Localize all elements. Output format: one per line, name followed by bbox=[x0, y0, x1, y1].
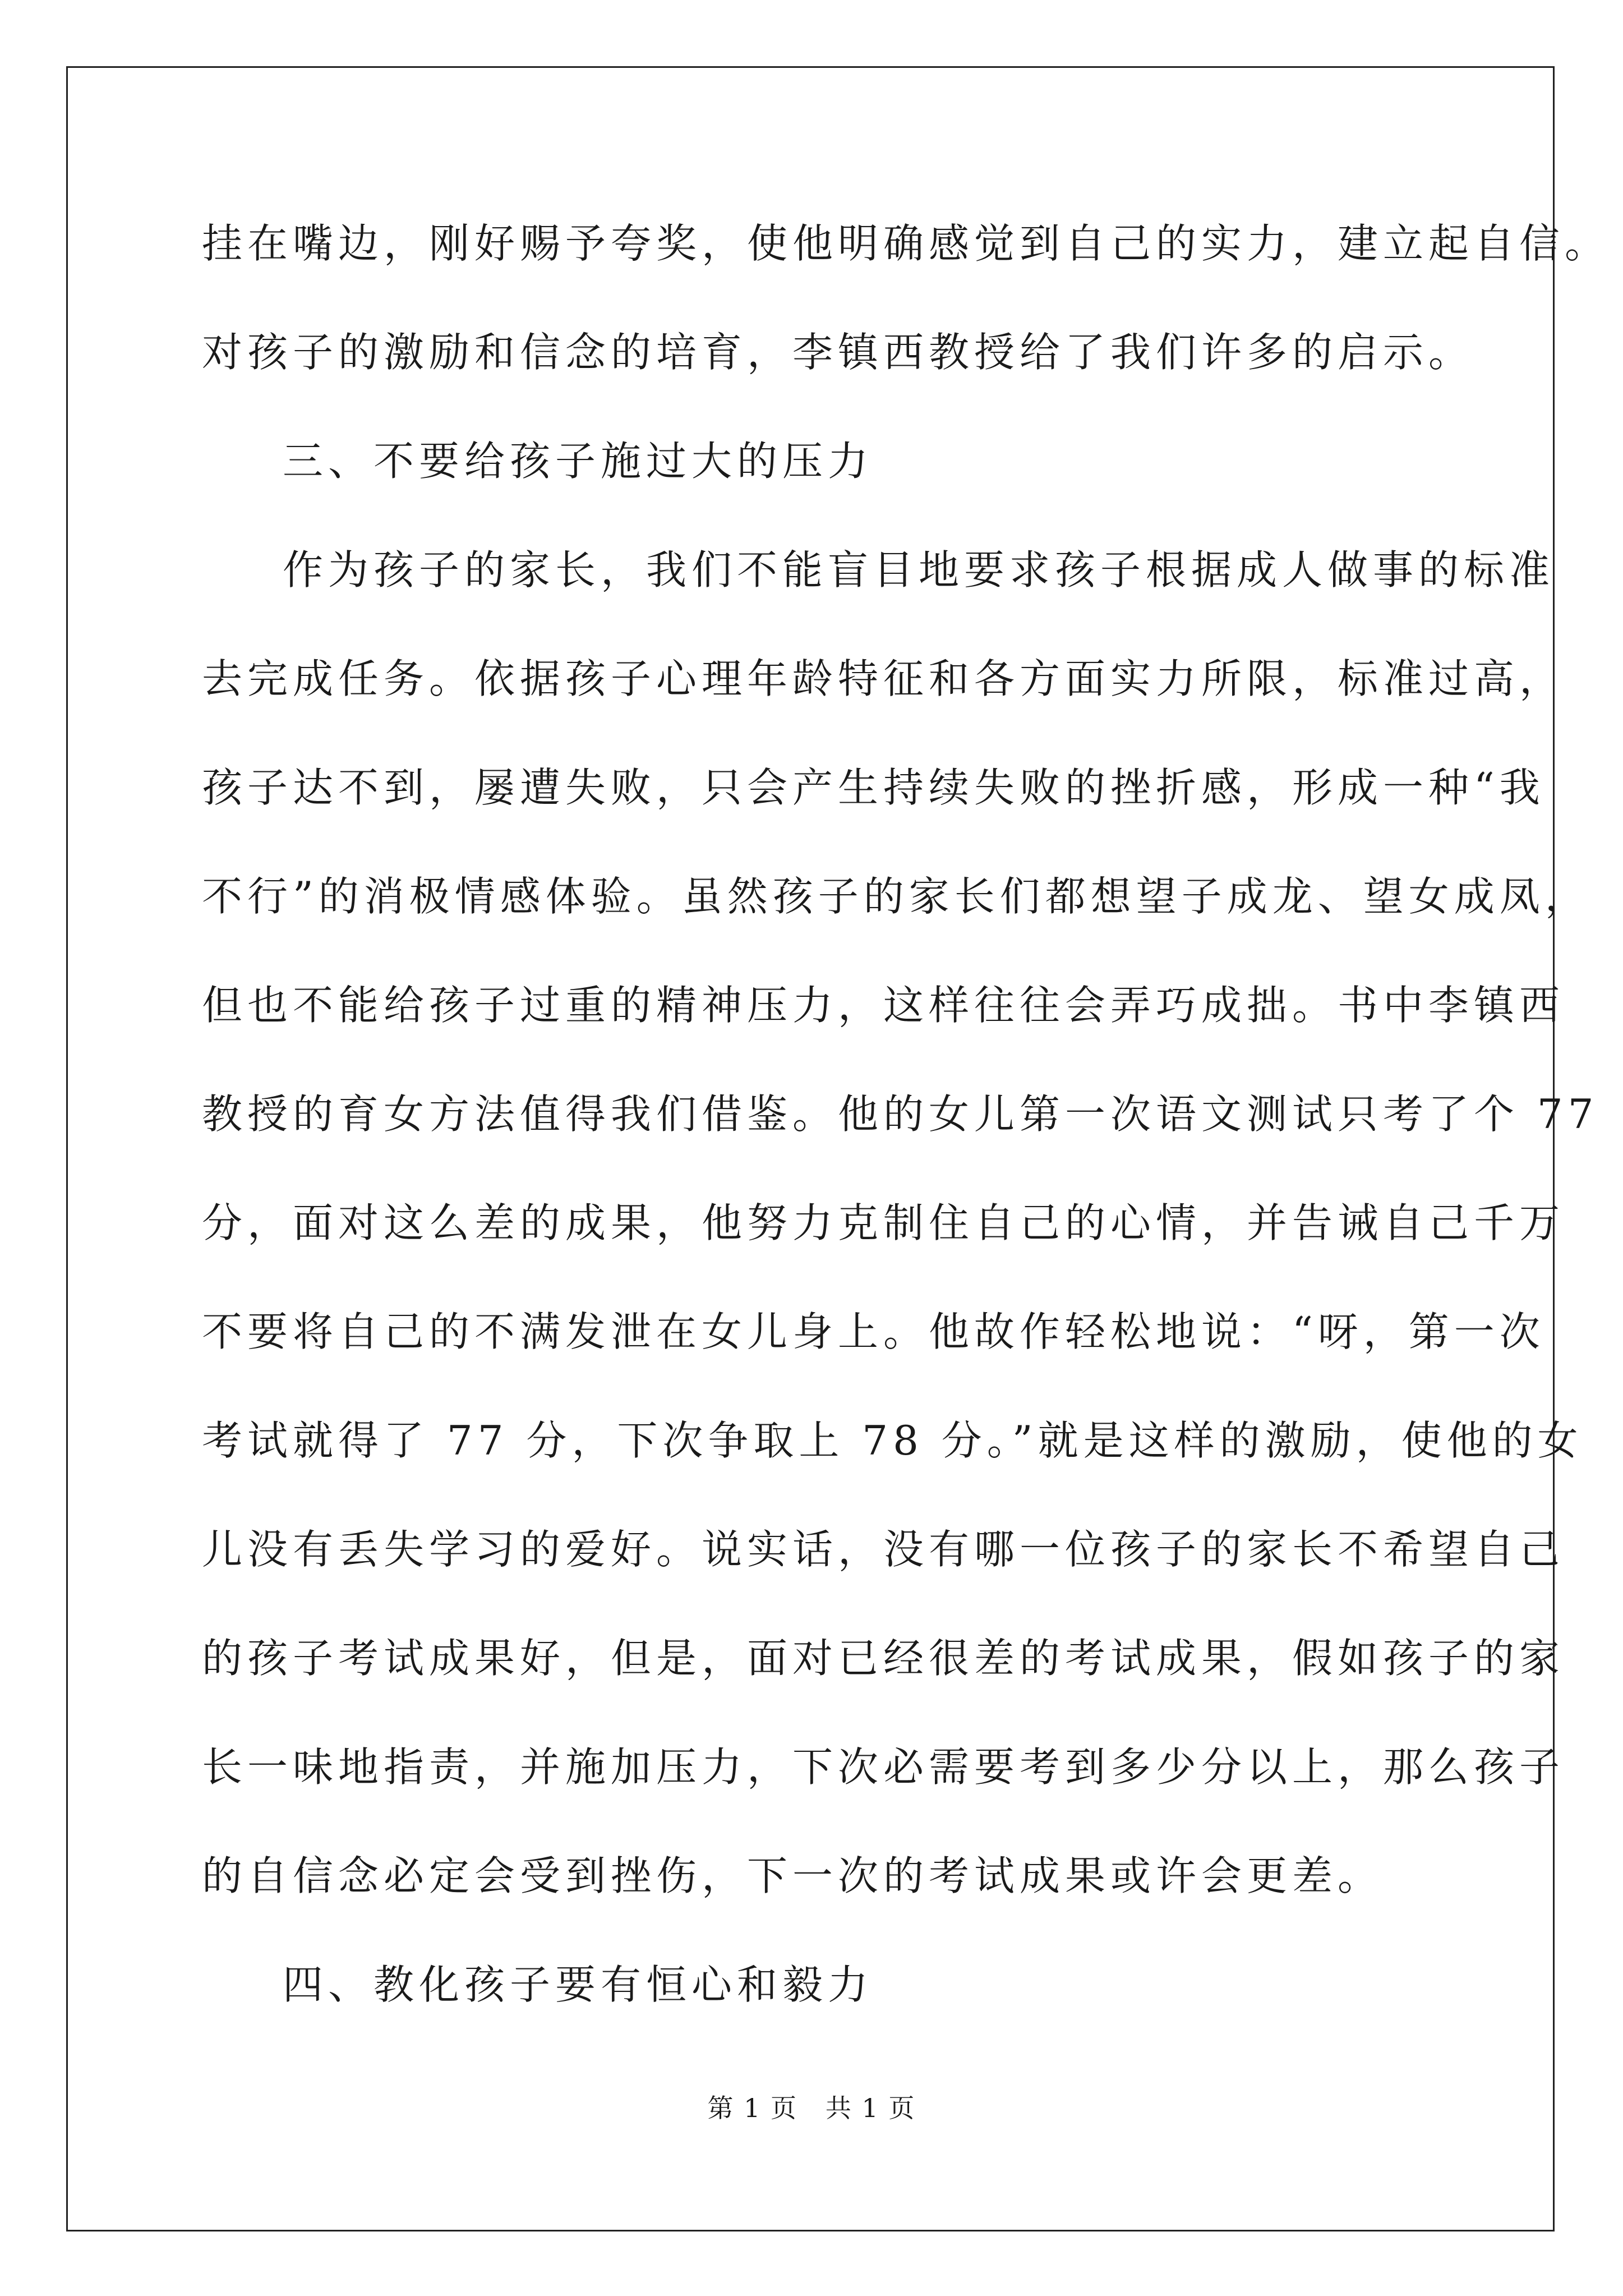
text-line-13: 儿没有丢失学习的爱好。说实话，没有哪一位孩子的家长不希望自己 bbox=[202, 1526, 1565, 1573]
text-line-7: 不行”的消极情感体验。虽然孩子的家长们都想望子成龙、望女成凤， bbox=[202, 873, 1590, 920]
text-line-5: 去完成任务。依据孩子心理年龄特征和各方面实力所限，标准过高， bbox=[202, 655, 1565, 702]
text-line-9: 教授的育女方法值得我们借鉴。他的女儿第一次语文测试只考了个 77 bbox=[202, 1091, 1599, 1138]
text-line-16: 的自信念必定会受到挫伤，下一次的考试成果或许会更差。 bbox=[202, 1852, 1384, 1899]
text-line-14: 的孩子考试成果好，但是，面对已经很差的考试成果，假如孩子的家 bbox=[202, 1635, 1565, 1682]
text-line-1: 挂在嘴边，刚好赐予夸奖，使他明确感觉到自己的实力，建立起自信。 bbox=[202, 220, 1611, 267]
text-line-15: 长一味地指责，并施加压力，下次必需要考到多少分以上，那么孩子 bbox=[202, 1743, 1565, 1791]
text-line-8: 但也不能给孩子过重的精神压力，这样往往会弄巧成拙。书中李镇西 bbox=[202, 982, 1565, 1029]
section-heading-4: 四、教化孩子要有恒心和毅力 bbox=[283, 1961, 874, 2008]
page-number-footer: 第 1 页 共 1 页 bbox=[707, 2093, 916, 2123]
section-heading-3: 三、不要给孩子施过大的压力 bbox=[283, 438, 874, 485]
text-line-6: 孩子达不到，屡遭失败，只会产生持续失败的挫折感，形成一种“我 bbox=[202, 764, 1545, 811]
text-line-4: 作为孩子的家长，我们不能盲目地要求孩子根据成人做事的标准 bbox=[283, 546, 1555, 593]
text-line-12: 考试就得了 77 分，下次争取上 78 分。”就是这样的激励，使他的女 bbox=[202, 1417, 1583, 1464]
text-line-2: 对孩子的激励和信念的培育，李镇西教授给了我们许多的启示。 bbox=[202, 329, 1474, 376]
text-line-10: 分，面对这么差的成果，他努力克制住自己的心情，并告诫自己千万 bbox=[202, 1199, 1565, 1246]
text-line-11: 不要将自己的不满发泄在女儿身上。他故作轻松地说：“呀，第一次 bbox=[202, 1308, 1545, 1355]
